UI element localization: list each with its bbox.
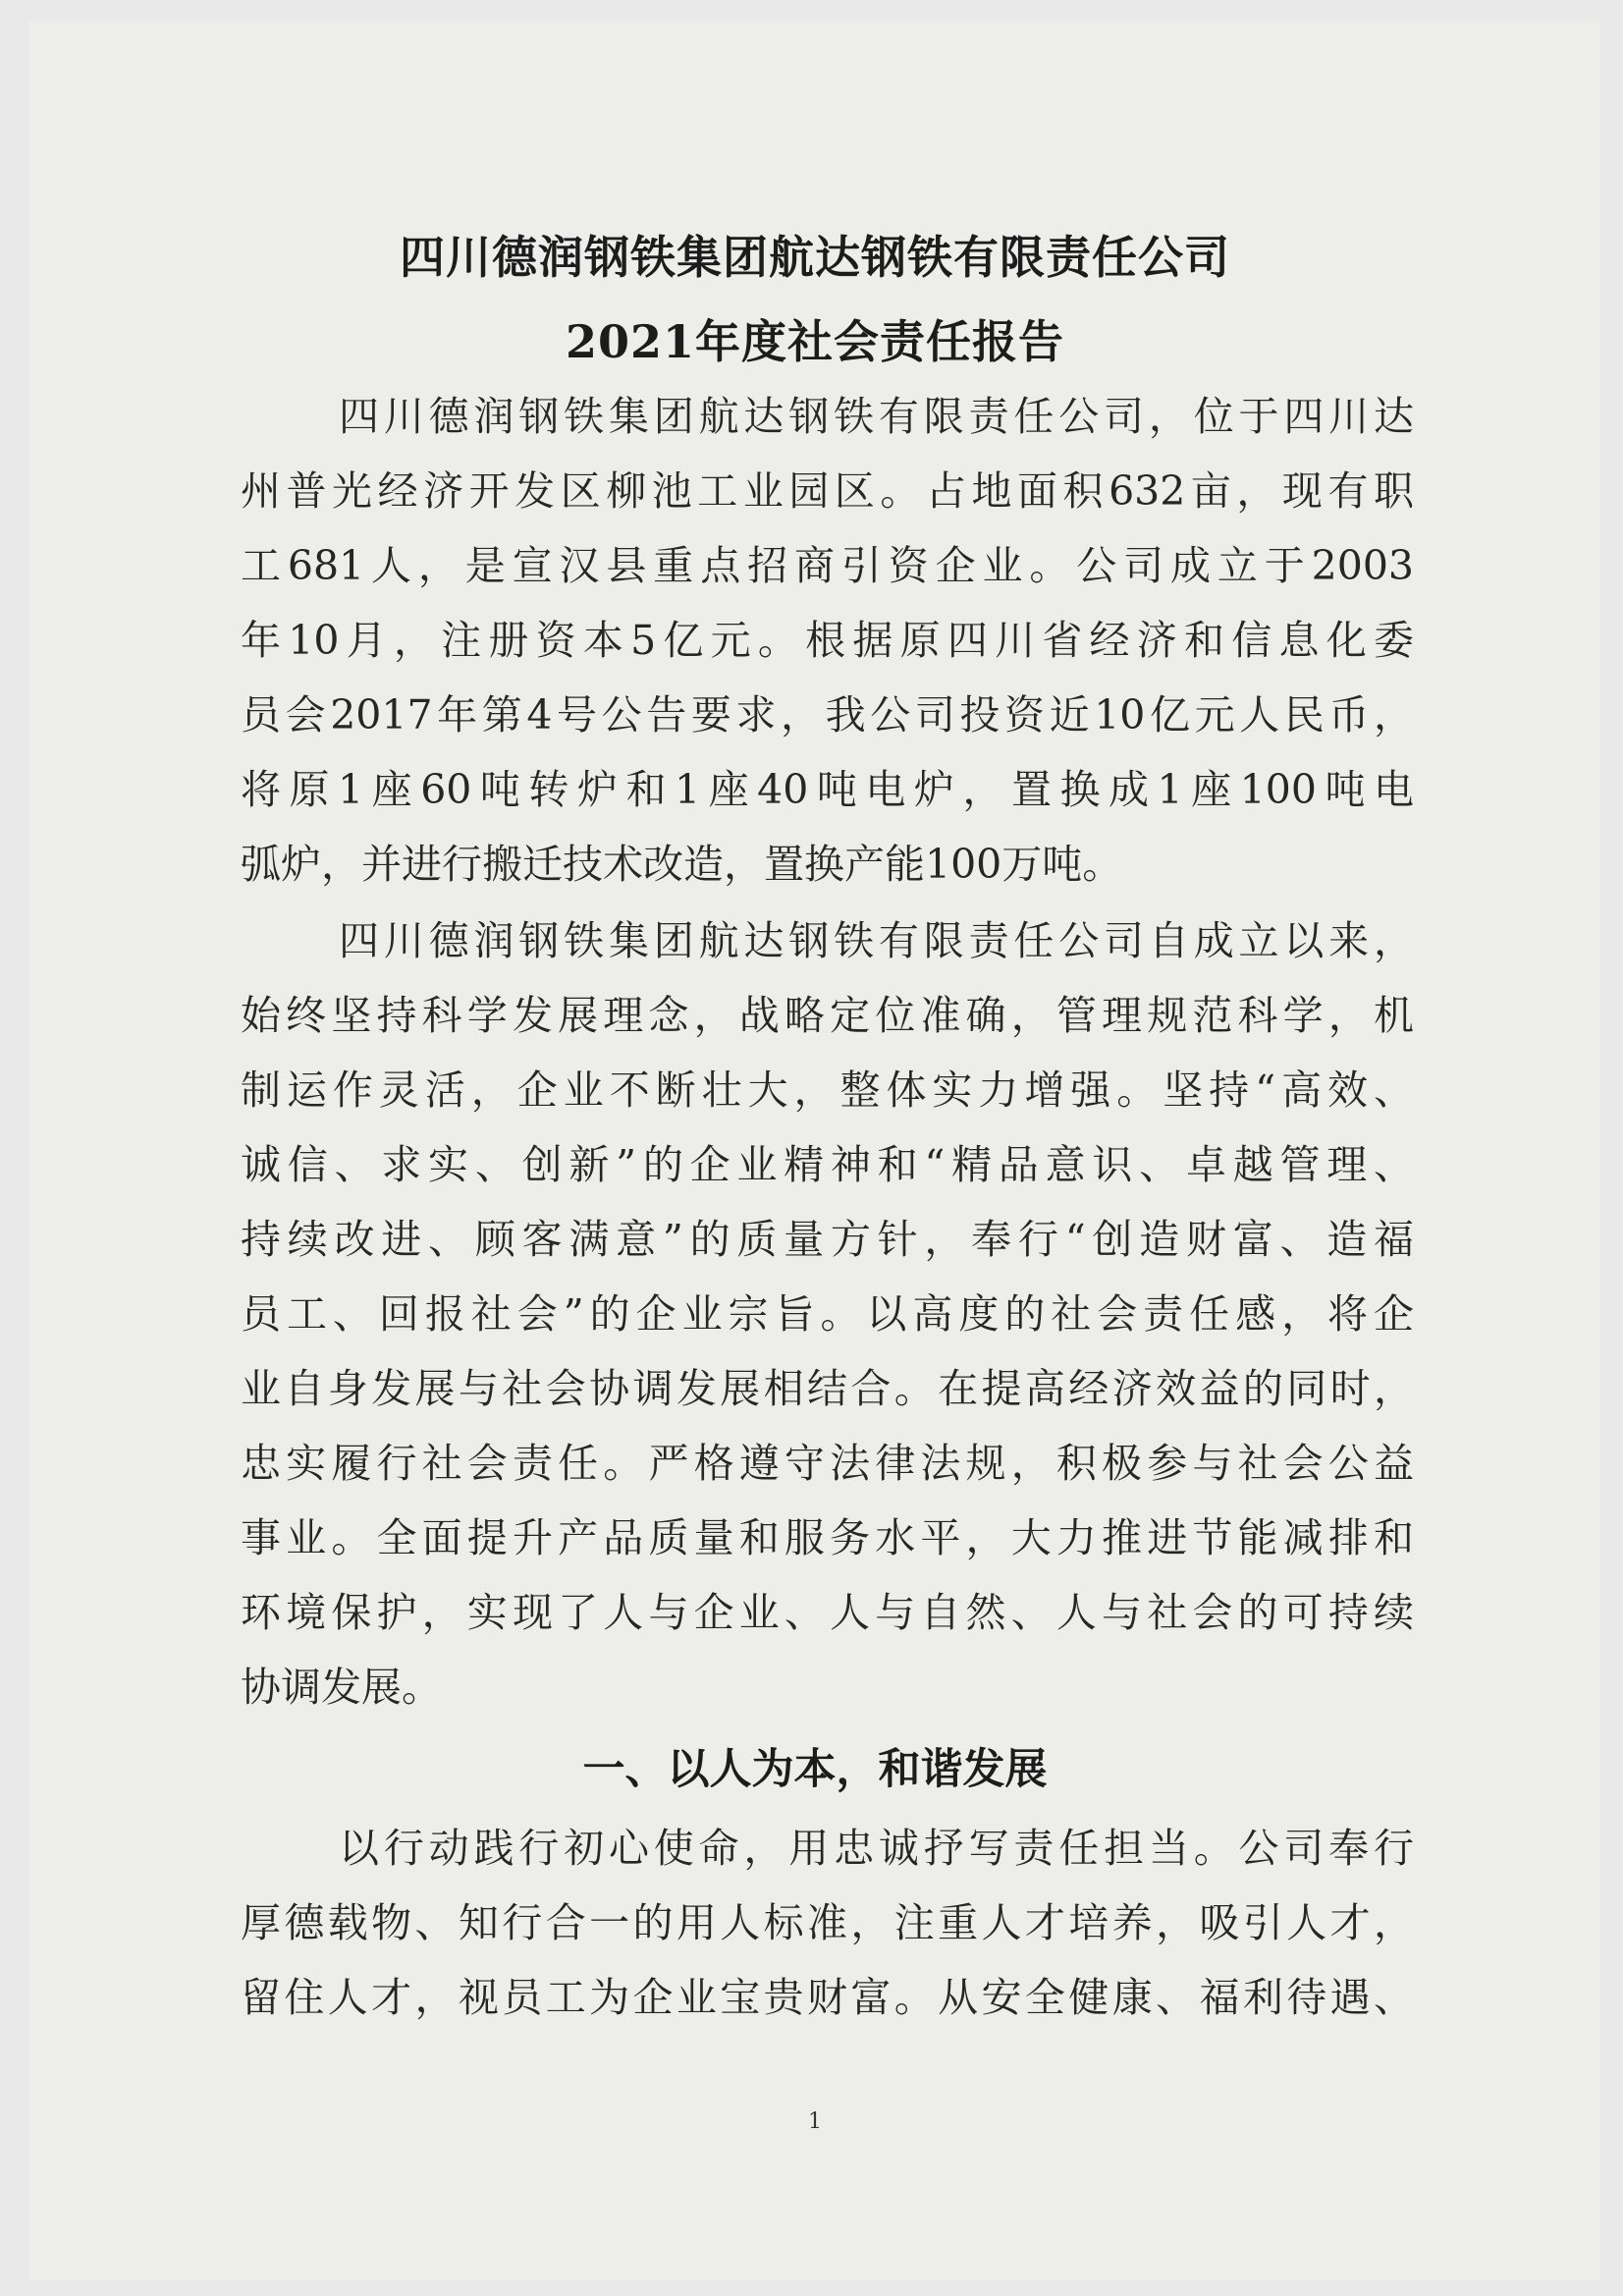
paragraph-2-line: 始终坚持科学发展理念，战略定位准确，管理规范科学，机 bbox=[241, 992, 1414, 1039]
page-number: 1 bbox=[808, 2109, 822, 2134]
paragraph-3-line: 以行动践行初心使命，用忠诚抒写责任担当。公司奉行 bbox=[339, 1825, 1414, 1872]
report-title-company: 四川德润钢铁集团航达钢铁有限责任公司 bbox=[400, 231, 1230, 284]
paragraph-2-line: 制运作灵活，企业不断壮大，整体实力增强。坚持“高效、 bbox=[241, 1066, 1414, 1114]
document-page bbox=[29, 22, 1600, 2280]
section-heading: 一、以人为本，和谐发展 bbox=[582, 1745, 1048, 1794]
paragraph-2-line: 四川德润钢铁集团航达钢铁有限责任公司自成立以来， bbox=[339, 917, 1414, 964]
paragraph-2-line: 持续改进、顾客满意”的质量方针，奉行“创造财富、造福 bbox=[241, 1216, 1414, 1263]
paragraph-2-line: 忠实履行社会责任。严格遵守法律法规，积极参与社会公益 bbox=[241, 1440, 1414, 1487]
paragraph-2-line: 诚信、求实、创新”的企业精神和“精品意识、卓越管理、 bbox=[241, 1141, 1414, 1188]
paragraph-1-line: 四川德润钢铁集团航达钢铁有限责任公司，位于四川达 bbox=[339, 393, 1414, 440]
paragraph-1-line: 年10月，注册资本5亿元。根据原四川省经济和信息化委 bbox=[241, 617, 1414, 664]
paragraph-2-line: 员工、回报社会”的企业宗旨。以高度的社会责任感，将企 bbox=[241, 1290, 1414, 1338]
paragraph-1-line: 工681人，是宣汉县重点招商引资企业。公司成立于2003 bbox=[241, 542, 1414, 589]
paragraph-1-line: 将原1座60吨转炉和1座40吨电炉，置换成1座100吨电 bbox=[241, 766, 1414, 813]
paragraph-1-line: 州普光经济开发区柳池工业园区。占地面积632亩，现有职 bbox=[241, 467, 1414, 515]
paragraph-1-line: 员会2017年第4号公告要求，我公司投资近10亿元人民币， bbox=[241, 691, 1414, 738]
paragraph-3-line: 厚德载物、知行合一的用人标准，注重人才培养，吸引人才， bbox=[241, 1899, 1414, 1946]
paragraph-2-line: 协调发展。 bbox=[241, 1664, 442, 1711]
paragraph-2-line: 环境保护，实现了人与企业、人与自然、人与社会的可持续 bbox=[241, 1589, 1414, 1636]
paragraph-2-line: 业自身发展与社会协调发展相结合。在提高经济效益的同时， bbox=[241, 1365, 1414, 1412]
paragraph-2-line: 事业。全面提升产品质量和服务水平，大力推进节能减排和 bbox=[241, 1514, 1414, 1561]
paragraph-3-line: 留住人才，视员工为企业宝贵财富。从安全健康、福利待遇、 bbox=[241, 1974, 1414, 2021]
paragraph-1-line: 弧炉，并进行搬迁技术改造，置换产能100万吨。 bbox=[241, 841, 1123, 888]
report-title-year: 2021年度社会责任报告 bbox=[565, 315, 1065, 368]
